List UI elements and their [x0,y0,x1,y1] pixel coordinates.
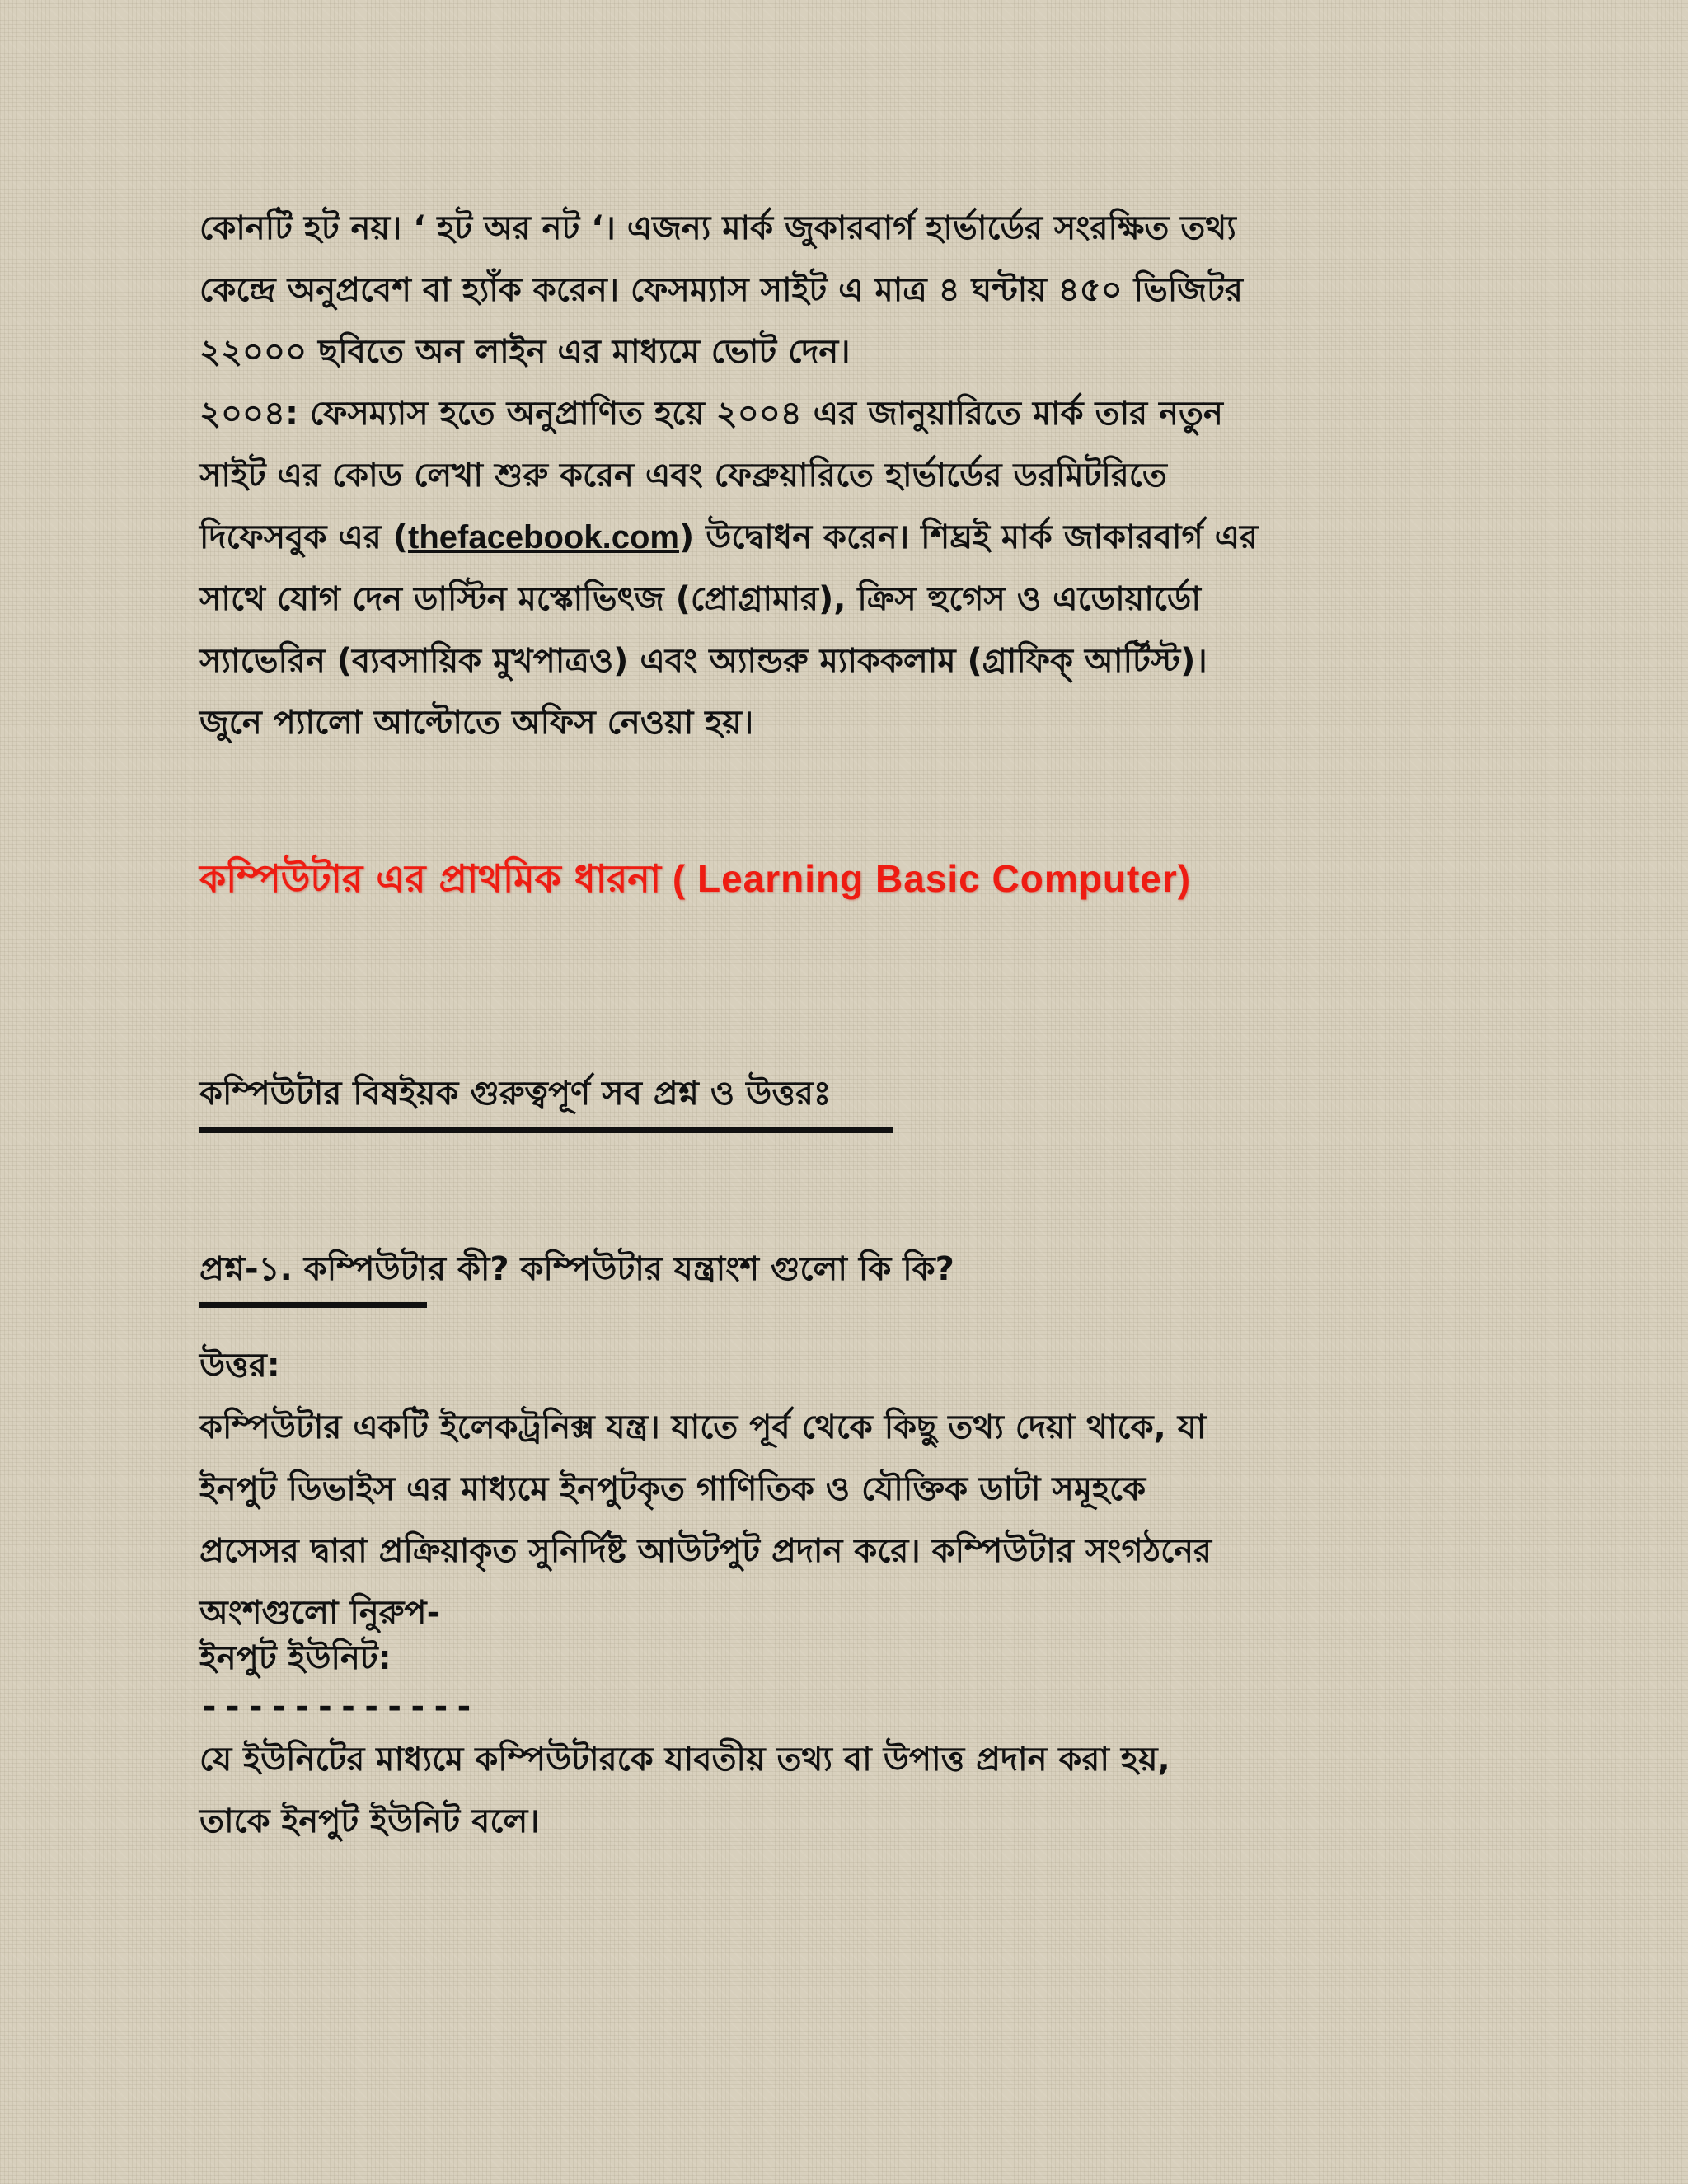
history-line-6: জুনে প্যালো আল্টোতে অফিস নেওয়া হয়। [199,704,754,742]
answer-label: উত্তর: [199,1347,280,1385]
intro-line-1: কোনটি হট নয়। ‘ হট অর নট ‘। এজন্য মার্ক জুকারবার্গ হার্ভার্ডের সংরক্ষিত তথ্য [199,209,1236,247]
history-line-1: ২০০৪: ফেসম্যাস হতে অনুপ্রাণিত হয়ে ২০০৪ এর জানুয়ারিতে মার্ক তার নতুন [199,395,1223,433]
history-line-3-pre: দিফেসবুক এর ( [199,518,408,556]
intro-line-2: কেন্দ্রে অনুপ্রবেশ বা হ্যাঁক করেন। ফেসম্যাস সাইট এ মাত্র ৪ ঘন্টায় ৪৫০ ভিজিটর [199,271,1243,309]
answer-line-3: প্রসেসর দ্বারা প্রক্রিয়াকৃত সুনির্দিষ্ট আউটপুট প্রদান করে। কম্পিউটার সংগঠনের [199,1532,1212,1570]
history-line-4: সাথে যোগ দেন ডাস্টিন মস্কোভিৎজ (প্রোগ্রামার), ক্রিস হুগেস ও এডোয়ার্ডো [199,580,1201,618]
question-1-underline [199,1302,427,1308]
intro-line-3: ২২০০০ ছবিতে অন লাইন এর মাধ্যমে ভোট দেন। [199,333,851,371]
input-unit-paragraph [199,1729,1170,1853]
intro-paragraph [199,198,1518,754]
answer-line-4: অংশগুলো নিুরুপ- [199,1594,441,1632]
answer-line-2: ইনপুট ডিভাইস এর মাধ্যমে ইনপুটকৃত গাণিতিক ও যৌক্তিক ডাটা সমূহকে [199,1470,1146,1508]
section-heading-english: ( Learning Basic Computer) [661,857,1192,900]
input-unit-title: ইনপুট ইউনিট: [199,1639,392,1677]
question-1: প্রশ্ন-১. কম্পিউটার কী? কম্পিউটার যন্ত্রাংশ গুলো কি কি? [199,1250,954,1288]
answer-line-1: কম্পিউটার একটি ইলেকট্রনিক্স যন্ত্র। যাতে পূর্ব থেকে কিছু তথ্য দেয়া থাকে, যা [199,1408,1207,1446]
section-heading-bengali: কম্পিউটার এর প্রাথমিক ধারনা [199,856,662,901]
history-line-5: স্যাভেরিন (ব্যবসায়িক মুখপাত্রও) এবং অ্যান্ডরু ম্যাককলাম (গ্রাফিক্ আর্টিস্ট)। [199,642,1207,680]
input-unit-dashes: ------------ [199,1688,477,1726]
history-line-3 [199,507,1518,569]
input-unit-line-1: যে ইউনিটের মাধ্যমে কম্পিউটারকে যাবতীয় তথ্য বা উপাত্ত প্রদান করা হয়, [199,1741,1170,1779]
history-line-3-post: ) উদ্বোধন করেন। শিঘ্রই মার্ক জাকারবার্গ এর [678,518,1259,556]
answer-paragraph [199,1397,1212,1644]
section-heading [199,846,1191,912]
subheading-underline [199,1127,893,1133]
subheading: কম্পিউটার বিষইয়ক গুরুত্বপূর্ণ সব প্রশ্ন ও উত্তরঃ [199,1075,832,1113]
history-line-2: সাইট এর কোড লেখা শুরু করেন এবং ফেব্রুয়ারিতে হার্ভার্ডের ডরমিটরিতে [199,457,1167,494]
input-unit-line-2: তাকে ইনপুট ইউনিট বলে। [199,1802,540,1840]
thefacebook-link[interactable]: thefacebook.com [408,519,679,555]
